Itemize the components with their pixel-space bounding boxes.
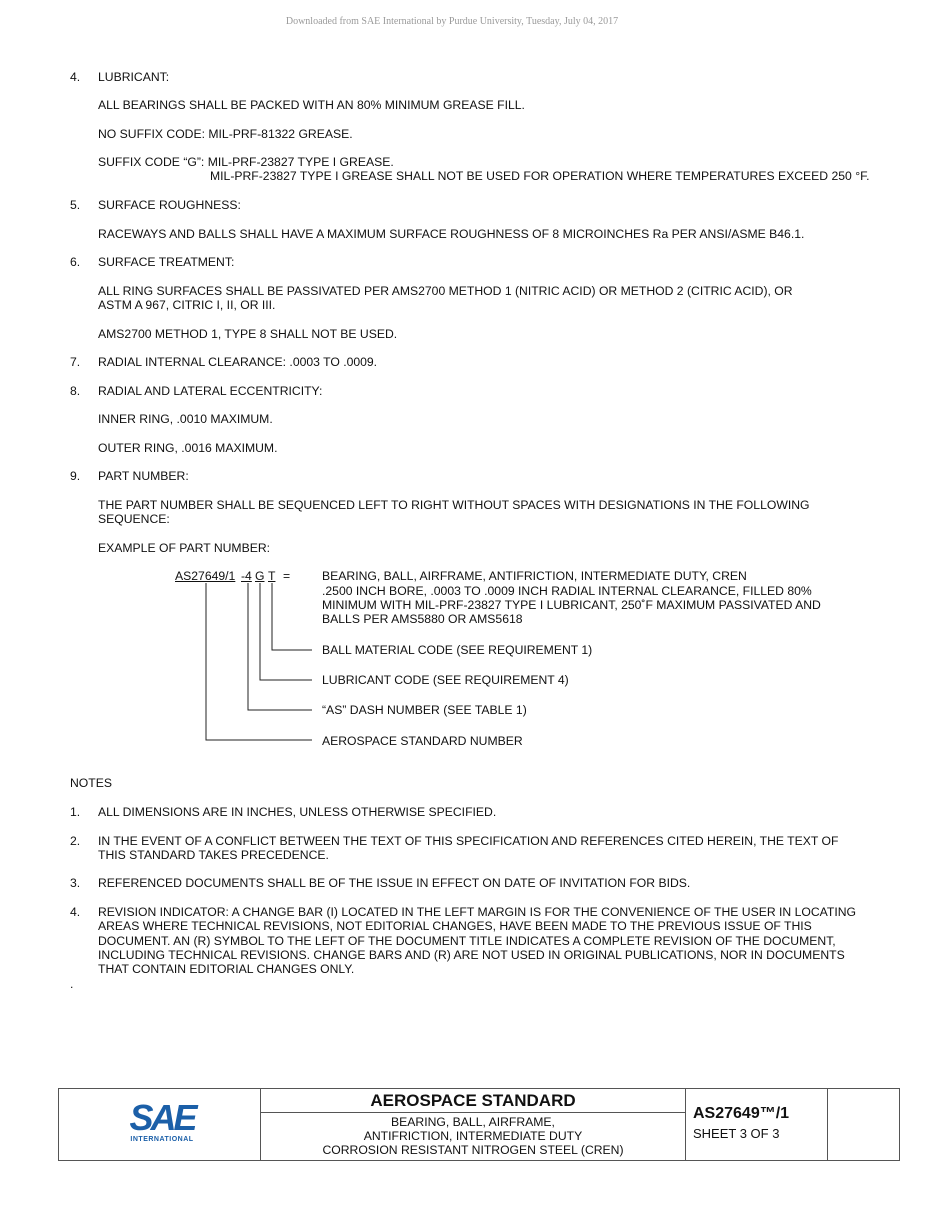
req4-heading: LUBRICANT:	[98, 70, 170, 84]
leader-lubricant-code	[260, 583, 312, 680]
req6-number: 6.	[70, 255, 81, 269]
stray-period: .	[70, 977, 74, 991]
callout-lubricant-code: LUBRICANT CODE (SEE REQUIREMENT 4)	[322, 673, 569, 687]
title-block	[58, 1088, 900, 1161]
standard-description-line-3: CORROSION RESISTANT NITROGEN STEEL (CREN)	[322, 1143, 624, 1158]
callout-standard-number: AEROSPACE STANDARD NUMBER	[322, 734, 523, 748]
callout-dash-number: “AS” DASH NUMBER (SEE TABLE 1)	[322, 703, 527, 717]
standard-description-line-1: BEARING, BALL, AIRFRAME,	[391, 1115, 555, 1129]
standard-description-line-2: ANTIFRICTION, INTERMEDIATE DUTY	[363, 1129, 583, 1144]
part-number-equals: =	[283, 569, 291, 583]
title-block-logo-cell	[59, 1089, 261, 1160]
note-4-number: 4.	[70, 905, 81, 919]
req6-heading: SURFACE TREATMENT:	[98, 255, 235, 269]
standard-description	[261, 1113, 685, 1158]
notes-heading: NOTES	[70, 776, 112, 790]
part-description-line-1: BEARING, BALL, AIRFRAME, ANTIFRICTION, INTERMEDIATE DUTY, CREN	[322, 569, 747, 583]
req4-number: 4.	[70, 70, 81, 84]
title-block-revision-cell	[828, 1089, 899, 1160]
document-number: AS27649™/1	[693, 1105, 790, 1122]
req9-paragraph-1a: THE PART NUMBER SHALL BE SEQUENCED LEFT TO RIGHT WITHOUT SPACES WITH DESIGNATIONS IN THE FOLLOWING	[98, 498, 810, 512]
leader-dash-number	[248, 583, 312, 710]
req6-paragraph-2: AMS2700 METHOD 1, TYPE 8 SHALL NOT BE USED.	[98, 327, 398, 341]
req4-paragraph-3b: MIL-PRF-23827 TYPE I GREASE SHALL NOT BE USED FOR OPERATION WHERE TEMPERATURES EXCEED 250 °F.	[210, 169, 870, 183]
note-4-text-e: THAT CONTAIN EDITORIAL CHANGES ONLY.	[98, 962, 355, 976]
req4-paragraph-2: NO SUFFIX CODE: MIL-PRF-81322 GREASE.	[98, 127, 353, 141]
callout-ball-material: BALL MATERIAL CODE (SEE REQUIREMENT 1)	[322, 643, 593, 657]
note-4-text-c: DOCUMENT. AN (R) SYMBOL TO THE LEFT OF THE DOCUMENT TITLE INDICATES A COMPLETE REVISION OF THE DOCUMENT,	[98, 934, 836, 948]
req9-paragraph-1b: SEQUENCE:	[98, 512, 170, 526]
note-2-text-a: IN THE EVENT OF A CONFLICT BETWEEN THE TEXT OF THIS SPECIFICATION AND REFERENCES CITED HEREIN, THE TEXT OF	[98, 834, 839, 848]
leader-standard-number	[206, 583, 312, 740]
req5-number: 5.	[70, 198, 81, 212]
sheet-number: SHEET 3 OF 3	[693, 1126, 780, 1141]
note-4-text-b: AREAS WHERE TECHNICAL REVISIONS, NOT EDITORIAL CHANGES, HAVE BEEN MADE TO THE PREVIOUS ISSUE OF THIS	[98, 919, 812, 933]
req7-number: 7.	[70, 355, 81, 369]
part-description-line-3: MINIMUM WITH MIL-PRF-23827 TYPE I LUBRICANT, 250˚F MAXIMUM PASSIVATED AND	[322, 598, 821, 612]
req8-number: 8.	[70, 384, 81, 398]
part-number-base: AS27649/1	[175, 569, 236, 583]
title-block-document-cell	[686, 1089, 828, 1160]
note-4-text-a: REVISION INDICATOR: A CHANGE BAR (I) LOCATED IN THE LEFT MARGIN IS FOR THE CONVENIENCE OF THE USER IN LOCATING	[98, 905, 856, 919]
sae-logo-subtitle: INTERNATIONAL	[130, 1136, 194, 1143]
req6-paragraph-1a: ALL RING SURFACES SHALL BE PASSIVATED PER AMS2700 METHOD 1 (NITRIC ACID) OR METHOD 2 (CITRIC ACID), OR	[98, 284, 793, 298]
req8-paragraph-2: OUTER RING, .0016 MAXIMUM.	[98, 441, 278, 455]
req9-heading: PART NUMBER:	[98, 469, 189, 483]
req6-paragraph-1b: ASTM A 967, CITRIC I, II, OR III.	[98, 298, 276, 312]
part-description-line-2: .2500 INCH BORE, .0003 TO .0009 INCH RADIAL INTERNAL CLEARANCE, FILLED 80%	[322, 584, 812, 598]
part-description-line-4: BALLS PER AMS5880 OR AMS5618	[322, 612, 523, 626]
title-block-description-cell	[261, 1089, 686, 1160]
standard-type-heading: AEROSPACE STANDARD	[261, 1089, 685, 1113]
note-4-text-d: INCLUDING TECHNICAL REVISIONS. CHANGE BARS AND (R) ARE NOT USED IN ORIGINAL PUBLICATIONS, NOR IN DOCUMENTS	[98, 948, 845, 962]
req9-number: 9.	[70, 469, 81, 483]
download-watermark: Downloaded from SAE International by Purdue University, Tuesday, July 04, 2017	[285, 16, 619, 27]
req4-paragraph-3a: SUFFIX CODE “G”: MIL-PRF-23827 TYPE I GREASE.	[98, 155, 394, 169]
part-number-lube-code: G	[255, 569, 265, 583]
req8-heading: RADIAL AND LATERAL ECCENTRICITY:	[98, 384, 323, 398]
req5-heading: SURFACE ROUGHNESS:	[98, 198, 241, 212]
note-3-number: 3.	[70, 876, 81, 890]
req5-paragraph-1: RACEWAYS AND BALLS SHALL HAVE A MAXIMUM SURFACE ROUGHNESS OF 8 MICROINCHES Ra PER ANSI/ASME B46.1.	[98, 227, 805, 241]
req9-paragraph-2: EXAMPLE OF PART NUMBER:	[98, 541, 271, 555]
note-2-text-b: THIS STANDARD TAKES PRECEDENCE.	[98, 848, 329, 862]
part-number-ball-code: T	[268, 569, 276, 583]
leader-ball-material	[272, 583, 312, 650]
req4-paragraph-1: ALL BEARINGS SHALL BE PACKED WITH AN 80% MINIMUM GREASE FILL.	[98, 98, 525, 112]
part-number-dash: -4	[241, 569, 252, 583]
note-1-number: 1.	[70, 805, 81, 819]
req8-paragraph-1: INNER RING, .0010 MAXIMUM.	[98, 412, 273, 426]
req7-heading: RADIAL INTERNAL CLEARANCE: .0003 TO .0009.	[98, 355, 378, 369]
note-1-text: ALL DIMENSIONS ARE IN INCHES, UNLESS OTHERWISE SPECIFIED.	[98, 805, 497, 819]
note-2-number: 2.	[70, 834, 81, 848]
sae-logo	[127, 1097, 197, 1147]
sae-logo-mark: SAE	[129, 1097, 195, 1138]
note-3-text: REFERENCED DOCUMENTS SHALL BE OF THE ISSUE IN EFFECT ON DATE OF INVITATION FOR BIDS.	[98, 876, 691, 890]
